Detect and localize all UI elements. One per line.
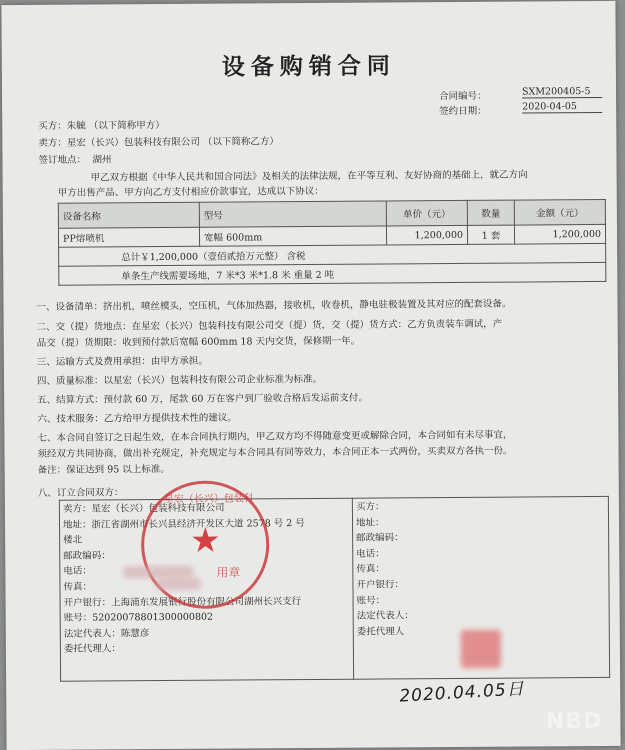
- clause-2-cont: 品交（提）货期限：收到预付款后宽幅 600mm 18 天内交货，保修期一年。: [36, 335, 361, 349]
- seller-name: 卖方：星宏（长兴）包装科技有限公司: [62, 502, 225, 515]
- contract-no-label: 合同编号：: [439, 90, 487, 103]
- header-cell: 数量: [467, 200, 514, 225]
- table-cell: 1 套: [467, 225, 514, 244]
- clause-4: 四、质量标准：以星宏（长兴）包装科技有限公司企业标准为标准。: [36, 373, 323, 387]
- seal-bottom-text: 用章: [216, 565, 241, 580]
- buyer-account: 账号：: [356, 595, 386, 607]
- seller-phone: 电话：: [63, 565, 92, 578]
- seller-fax: 传真：: [63, 581, 93, 593]
- seller-address: 地址：浙江省湖州市长兴县经济开发区大道 2578 号 2 号: [62, 517, 305, 531]
- table-note-row: [59, 262, 606, 285]
- contract-page: [1, 1, 620, 750]
- signature-table: [59, 496, 610, 682]
- clause-5: 五、结算方式：预付款 60 万，尾款 60 万在客户到厂验收合格后发运前支付。: [37, 392, 368, 406]
- clause-6: 六、技术服务：乙方给甲方提供技术性的建议。: [37, 412, 237, 425]
- seal-top-text: 星宏（长兴）包装科: [163, 493, 254, 506]
- seller-line: 卖方：星宏（长兴）包装科技有限公司 （以下简称乙方）: [38, 136, 279, 149]
- clause-1: 一、设备清单：挤出机，喷丝模头，空压机，气体加热器，接收机，收卷机，静电驻极装置及其对应的配套设备。: [36, 298, 512, 313]
- sign-date-label: 签约日期：: [439, 105, 487, 118]
- seller-address-2: 楼北: [63, 534, 83, 546]
- table-cell: PP熔喷机: [58, 227, 199, 247]
- handwritten-date: 2020.04.05日: [398, 679, 526, 707]
- equipment-table-header: [58, 199, 605, 228]
- seller-agent: 委托代理人：: [63, 643, 121, 656]
- buyer-agent: 委托代理人: [356, 626, 405, 638]
- clause-7: 七、本合同自签订之日起生效，在本合同执行期内，甲乙双方均不得随意变更或解除合同，本合同如有未尽事宜，: [37, 429, 513, 444]
- buyer-bank: 开户银行：: [356, 579, 405, 591]
- table-note: 单条生产线需要场地，7 米*3 米*1.8 米 重量 2 吨: [59, 262, 606, 285]
- clause-2: 二、交（提）货地点：在星宏（长兴）包装科技有限公司交（提）货，交（提）货方式：乙方负责装车调试，产: [36, 318, 503, 333]
- watermark-logo: NBD: [545, 708, 603, 735]
- header-cell: 单价（元）: [386, 200, 467, 226]
- remark: 备注：保证达到 95 以上标准。: [37, 463, 170, 476]
- contract-no: SXM200405-5: [522, 86, 602, 99]
- sign-date: 2020-04-05: [522, 101, 602, 114]
- seller-account: 账号：52020078801300000802: [63, 611, 214, 624]
- redaction-blur: [155, 578, 200, 590]
- seller-bank: 开户银行：上海浦东发展银行股份有限公司湖州长兴支行: [63, 595, 302, 609]
- clause-3: 三、运输方式及费用承担：由甲方承担。: [36, 355, 208, 368]
- intro-line-1: 甲乙双方根据《中华人民共和国合同法》及相关的法律法规，在平等互利、友好协商的基础上，就乙方向: [90, 169, 528, 184]
- header-cell: 金额（元）: [514, 199, 605, 225]
- equipment-table: [58, 199, 607, 286]
- header-cell: 设备名称: [58, 202, 199, 228]
- redaction-blur: [461, 630, 501, 668]
- clause-7-cont: 须经双方共同协商，做出补充规定，补充规定与本合同具有同等效力，本合同正本一式两份，买卖双方各执一份。: [37, 445, 513, 460]
- buyer-phone: 电话：: [356, 548, 385, 560]
- buyer-name: 买方：: [355, 501, 385, 513]
- intro-line-2: 甲方出售产品、甲方向乙方支付相应价款事宜，达成以下协议：: [57, 185, 324, 199]
- document-title: 设备购销合同: [221, 52, 396, 81]
- buyer-line: 买方：朱毓 （以下简称甲方）: [38, 120, 165, 132]
- sign-place-label: 签订地点：: [38, 154, 87, 166]
- table-cell: 1,200,000: [514, 224, 605, 244]
- table-total: 总计￥1,200,000（壹佰贰拾万元整） 含税: [59, 243, 606, 266]
- seller-legal-rep: 法定代表人：陈慧彦: [63, 627, 150, 640]
- seller-postcode: 邮政编码：: [63, 550, 111, 562]
- sign-place: 湖州: [92, 154, 112, 166]
- table-cell: 宽幅 600mm: [199, 226, 386, 246]
- table-cell: 1,200,000: [386, 225, 467, 245]
- buyer-legal-rep: 法定代表人：: [356, 610, 414, 622]
- buyer-postcode: 邮政编码：: [356, 532, 404, 544]
- redaction-blur: [123, 566, 193, 578]
- header-cell: 型号: [199, 201, 386, 227]
- section-8-heading: 八、订立合同双方：: [37, 487, 124, 499]
- buyer-address: 地址：: [355, 517, 385, 529]
- star-icon: ★: [190, 520, 221, 561]
- buyer-fax: 传真：: [356, 563, 385, 576]
